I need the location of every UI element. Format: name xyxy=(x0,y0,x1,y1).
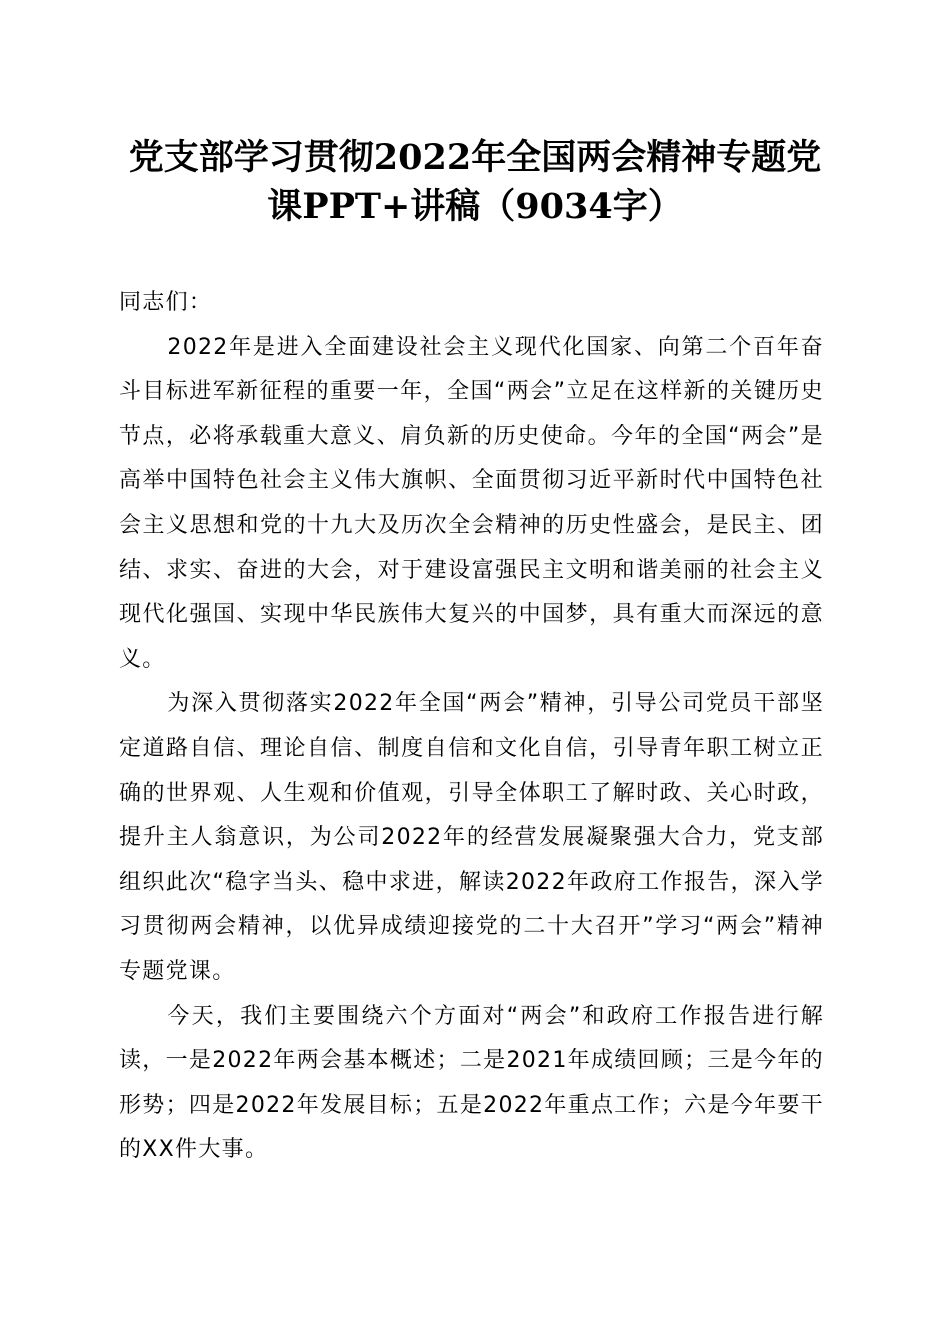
paragraph-1: 2022年是进入全面建设社会主义现代化国家、向第二个百年奋斗目标进军新征程的重要一年，全国“两会”立足在这样新的关键历史节点，必将承载重大意义、肩负新的历史使命。今年的全国“两会”是高举中国特色社会主义伟大旗帜、全面贯彻习近平新时代中国特色社会主义思想和党的十九大及历次全会精神的历史性盛会，是民主、团结、求实、奋进的大会，对于建设富强民主文明和谐美丽的社会主义现代化强国、实现中华民族伟大复兴的中国梦，具有重大而深远的意义。 xyxy=(119,334,824,672)
document-title xyxy=(110,133,840,231)
title-line-1: 党支部学习贯彻2022年全国两会精神专题党 xyxy=(128,137,822,178)
paragraph-3: 今天，我们主要围绕六个方面对“两会”和政府工作报告进行解读，一是2022年两会基本概述；二是2021年成绩回顾；三是今年的形势；四是2022年发展目标；五是2022年重点工作；六是今年要干的XX件大事。 xyxy=(119,1003,824,1163)
paragraph-2: 为深入贯彻落实2022年全国“两会”精神，引导公司党员干部坚定道路自信、理论自信、制度自信和文化自信，引导青年职工树立正确的世界观、人生观和价值观，引导全体职工了解时政、关心时政，提升主人翁意识，为公司2022年的经营发展凝聚强大合力，党支部组织此次“稳字当头、稳中求进，解读2022年政府工作报告，深入学习贯彻两会精神，以优异成绩迎接党的二十大召开”学习“两会”精神专题党课。 xyxy=(119,691,824,984)
salutation: 同志们： xyxy=(119,290,213,315)
document-body xyxy=(119,281,824,1173)
title-line-2: 课PPT+讲稿（9034字） xyxy=(267,186,683,227)
